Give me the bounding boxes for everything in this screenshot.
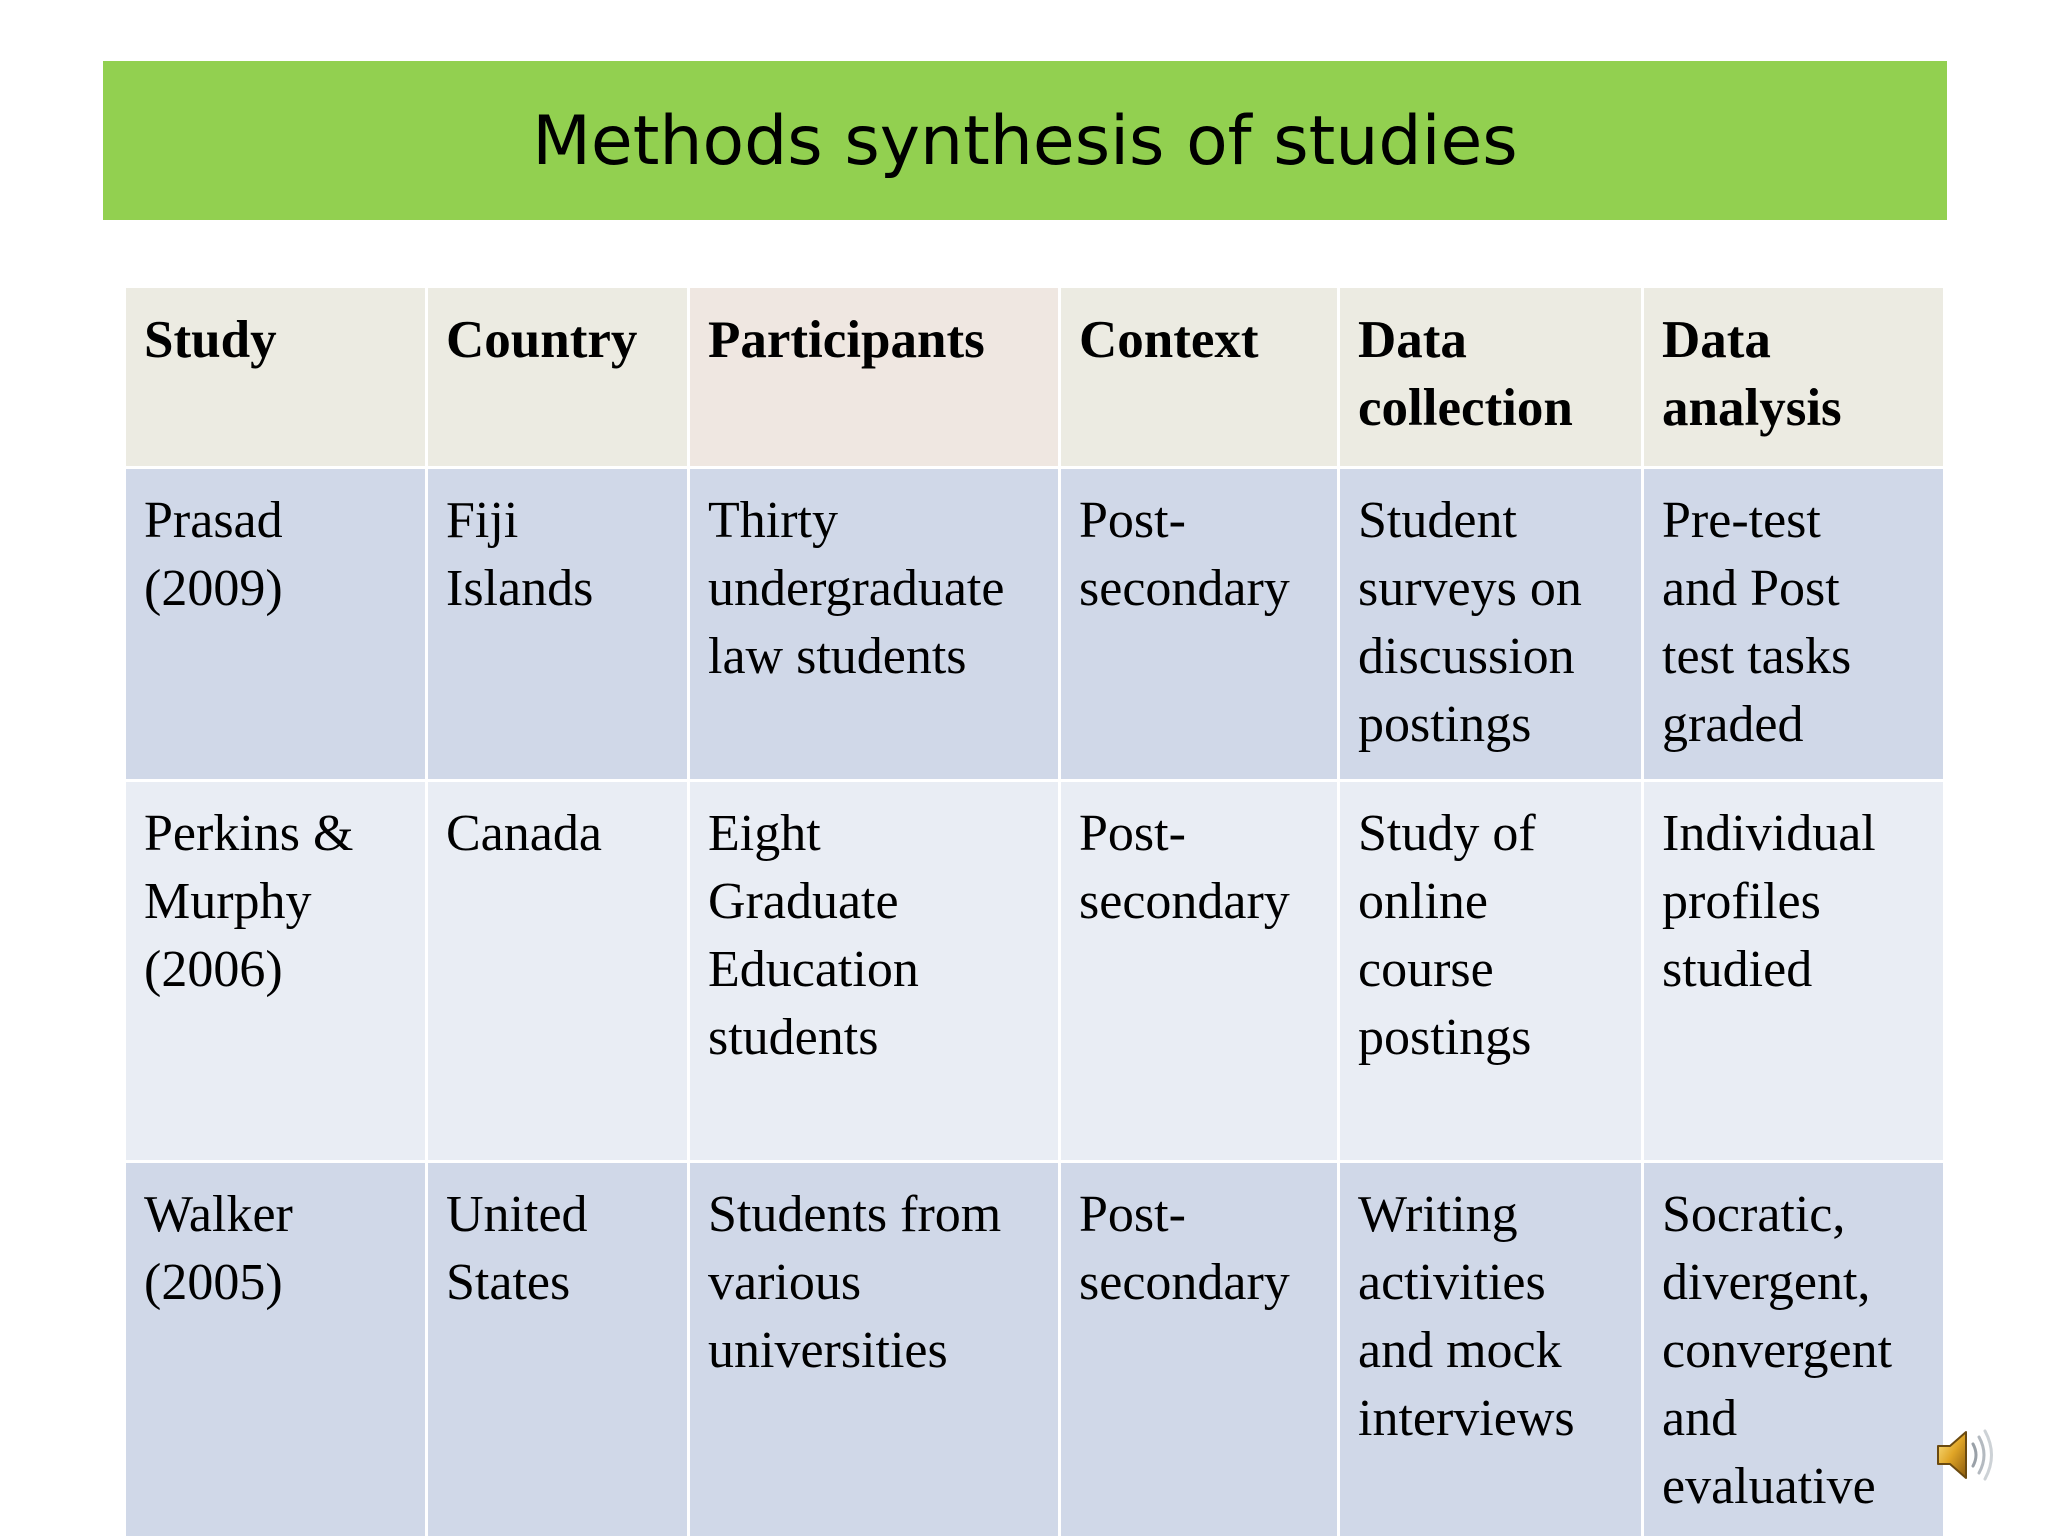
cell-data-collection: Student surveys on discussion postings [1339,468,1643,781]
header-participants: Participants [689,287,1060,468]
table-row [125,781,1944,1162]
cell-study: Prasad (2009) [125,468,427,781]
methods-table-container [123,285,1943,1536]
cell-country: Canada [427,781,689,1162]
cell-data-analysis: Individual profiles studied [1643,781,1944,1162]
cell-participants: Students from various universities [689,1162,1060,1536]
cell-country: United States [427,1162,689,1536]
cell-data-analysis: Socratic, divergent, convergent and evaluative [1643,1162,1944,1536]
header-country: Country [427,287,689,468]
cell-participants: Eight Graduate Education students [689,781,1060,1162]
cell-data-collection: Study of online course postings [1339,781,1643,1162]
cell-study: Perkins & Murphy (2006) [125,781,427,1162]
cell-participants: Thirty undergraduate law students [689,468,1060,781]
title-bar [103,61,1947,220]
cell-context: Post- secondary [1060,781,1339,1162]
table-header-row [125,287,1944,468]
slide-title: Methods synthesis of studies [532,102,1518,181]
cell-country: Fiji Islands [427,468,689,781]
methods-table [123,285,1943,1536]
cell-context: Post- secondary [1060,468,1339,781]
cell-data-collection: Writing activities and mock interviews [1339,1162,1643,1536]
speaker-icon[interactable] [1932,1422,1998,1488]
cell-study: Walker (2005) [125,1162,427,1536]
table-row [125,1162,1944,1536]
table-row [125,468,1944,781]
cell-data-analysis: Pre-test and Post test tasks graded [1643,468,1944,781]
header-context: Context [1060,287,1339,468]
header-data-collection: Data collection [1339,287,1643,468]
header-data-analysis: Data analysis [1643,287,1944,468]
cell-context: Post- secondary [1060,1162,1339,1536]
header-study: Study [125,287,427,468]
